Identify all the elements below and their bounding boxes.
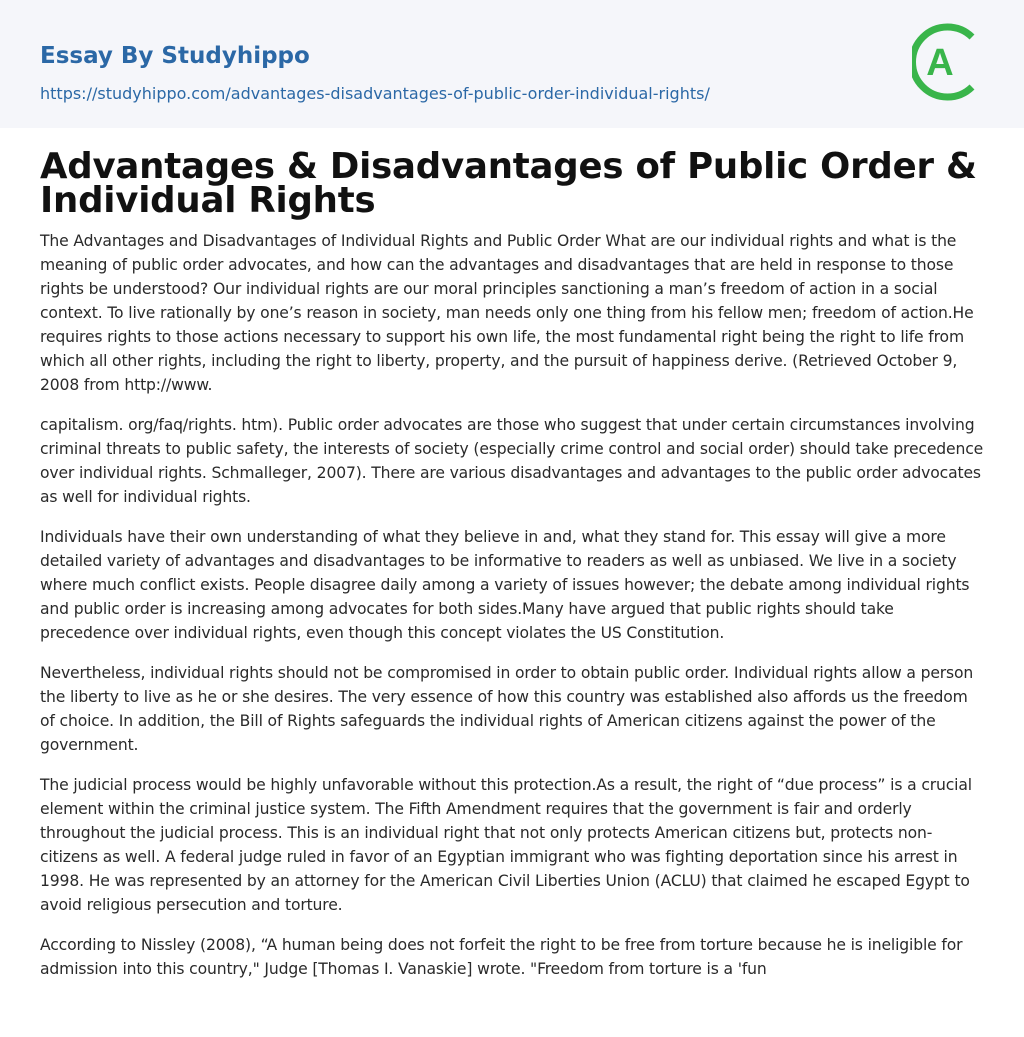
studyhippo-logo-icon[interactable] <box>912 19 986 105</box>
article-title: Advantages & Disadvantages of Public Order & Individual Rights <box>40 146 977 221</box>
article-body <box>40 229 986 997</box>
article-paragraph: According to Nissley (2008), “A human being does not forfeit the right to be free from torture because he is ineligible for admission into this country," Judge [Thomas I. Vanaskie] wrote. "Freedom from torture is a 'fun <box>40 936 963 978</box>
brand-title: Essay By Studyhippo <box>40 43 310 69</box>
article-paragraph: capitalism. org/faq/rights. htm). Public order advocates are those who suggest that under certain circumstances involving criminal threats to public safety, the interests of society (especially crime control and social order) should take precedence over individual rights. Schmalleger, 2007). There are various disadvantages and advantages to the public order advocates as well for individual rights. <box>40 416 984 506</box>
site-header <box>0 0 1024 128</box>
article-paragraph: The Advantages and Disadvantages of Individual Rights and Public Order What are our individual rights and what is the meaning of public order advocates, and how can the advantages and disadvantages that are held in response to those rights be understood? Our individual rights are our moral principles sanctioning a man’s freedom of action in a social context. To live rationally by one’s reason in society, man needs only one thing from his fellow men; freedom of action.He requires rights to those actions necessary to support his own life, the most fundamental right being the right to life from which all other rights, including the right to liberty, property, and the pursuit of happiness derive. (Retrieved October 9, 2008 from http://www. <box>40 232 974 394</box>
article-paragraph: Nevertheless, individual rights should not be compromised in order to obtain public order. Individual rights allow a person the liberty to live as he or she desires. The very essence of how this country was established also affords us the freedom of choice. In addition, the Bill of Rights safeguards the individual rights of American citizens against the power of the government. <box>40 664 974 754</box>
logo-letter: A <box>926 42 954 84</box>
article-paragraph: Individuals have their own understanding of what they believe in and, what they stand for. This essay will give a more detailed variety of advantages and disadvantages to be informative to readers as well as unbiased. We live in a society where much conflict exists. People disagree daily among a variety of issues however; the debate among individual rights and public order is increasing among advocates for both sides.Many have argued that public rights should take precedence over individual rights, even though this concept violates the US Constitution. <box>40 528 970 642</box>
source-url-link[interactable]: https://studyhippo.com/advantages-disadvantages-of-public-order-individual-rights/ <box>40 84 710 103</box>
article-paragraph: The judicial process would be highly unfavorable without this protection.As a result, the right of “due process” is a crucial element within the criminal justice system. The Fifth Amendment requires that the government is fair and orderly throughout the judicial process. This is an individual right that not only protects American citizens but, protects non-citizens as well. A federal judge ruled in favor of an Egyptian immigrant who was fighting deportation since his arrest in 1998. He was represented by an attorney for the American Civil Liberties Union (ACLU) that claimed he escaped Egypt to avoid religious persecution and torture. <box>40 776 972 914</box>
